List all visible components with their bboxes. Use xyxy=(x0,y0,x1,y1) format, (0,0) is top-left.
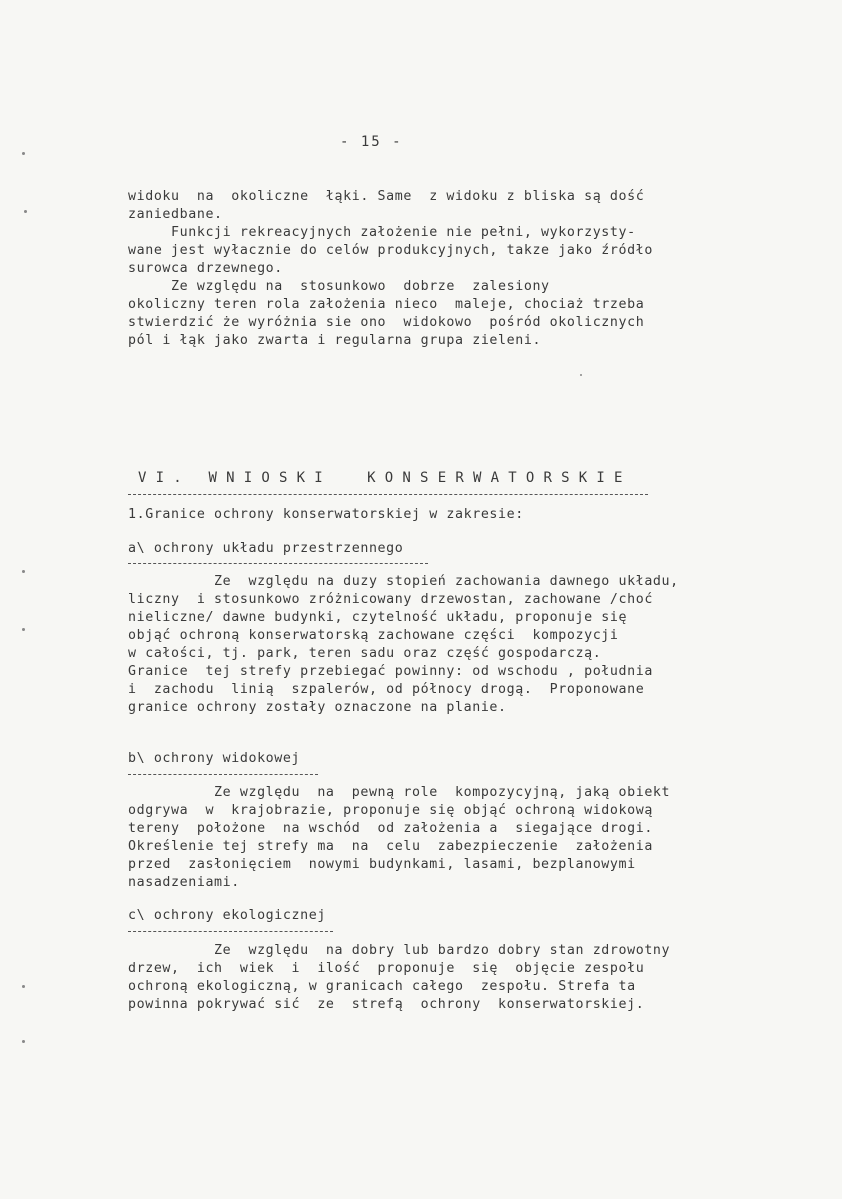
scan-speck xyxy=(22,628,25,631)
text-line: przed zasłonięciem nowymi budynkami, lasami, bezplanowymi xyxy=(128,857,636,872)
text-line: objąć ochroną konserwatorską zachowane części kompozycji xyxy=(128,628,619,643)
text-line: Funkcji rekreacyjnych założenie nie pełni, wykorzysty- xyxy=(128,225,636,240)
text-line: surowca drzewnego. xyxy=(128,261,283,276)
text-line: Określenie tej strefy ma na celu zabezpieczenie założenia xyxy=(128,839,653,854)
text-line: tereny położone na wschód od założenia a siegające drogi. xyxy=(128,821,653,836)
subsection-c-label: c\ ochrony ekologicznej xyxy=(128,908,326,923)
text-line: Ze względu na pewną role kompozycyjną, jaką obiekt xyxy=(128,785,671,800)
section-intro: 1.Granice ochrony konserwatorskiej w zakresie: xyxy=(128,507,524,522)
text-line: liczny i stosunkowo zróżnicowany drzewostan, zachowane /choć xyxy=(128,592,653,607)
text-line: granice ochrony zostały oznaczone na planie. xyxy=(128,700,507,715)
text-line: w całości, tj. park, teren sadu oraz część gospodarczą. xyxy=(128,646,602,661)
subsection-b-label: b\ ochrony widokowej xyxy=(128,751,301,766)
text-line: ochroną ekologiczną, w granicach całego zespołu. Strefa ta xyxy=(128,979,636,994)
text-line: zaniedbane. xyxy=(128,207,223,222)
text-line: pól i łąk jako zwarta i regularna grupa zieleni. xyxy=(128,333,542,348)
text-line: Ze względu na stosunkowo dobrze zalesiony xyxy=(128,279,550,294)
subsection-a-label: a\ ochrony układu przestrzennego xyxy=(128,541,404,556)
scan-speck xyxy=(22,1040,25,1043)
page-number: - 15 - xyxy=(340,134,403,150)
text-line: drzew, ich wiek i ilość proponuje się objęcie zespołu xyxy=(128,961,645,976)
text-line: widoku na okoliczne łąki. Same z widoku z bliska są dość xyxy=(128,189,645,204)
text-line: Ze względu na duzy stopień zachowania dawnego układu, xyxy=(128,574,679,589)
text-line: nieliczne/ dawne budynki, czytelność układu, proponuje się xyxy=(128,610,628,625)
scan-speck xyxy=(22,570,25,573)
text-line: i zachodu linią szpalerów, od północy drogą. Proponowane xyxy=(128,682,645,697)
scan-speck xyxy=(22,985,25,988)
text-line: okoliczny teren rola założenia nieco maleje, chociaż trzeba xyxy=(128,297,645,312)
text-line: wane jest wyłacznie do celów produkcyjnych, takze jako źródło xyxy=(128,243,653,258)
text-line: powinna pokrywać sić ze strefą ochrony konserwatorskiej. xyxy=(128,997,645,1012)
text-line: odgrywa w krajobrazie, proponuje się objąć ochroną widokową xyxy=(128,803,653,818)
text-line: Ze względu na dobry lub bardzo dobry stan zdrowotny xyxy=(128,943,671,958)
section-heading: VI. WNIOSKI KONSERWATORSKIE xyxy=(138,470,632,486)
scan-speck xyxy=(24,210,27,213)
text-line: Granice tej strefy przebiegać powinny: od wschodu , południa xyxy=(128,664,653,679)
text-line: stwierdzić że wyróżnia sie ono widokowo pośród okolicznych xyxy=(128,315,645,330)
subsection-c-underline xyxy=(128,931,333,932)
heading-underline xyxy=(128,494,648,495)
subsection-a-underline xyxy=(128,563,428,564)
text-line: nasadzeniami. xyxy=(128,875,240,890)
subsection-b-underline xyxy=(128,774,318,775)
scan-speck xyxy=(580,374,582,376)
scan-speck xyxy=(22,152,25,155)
